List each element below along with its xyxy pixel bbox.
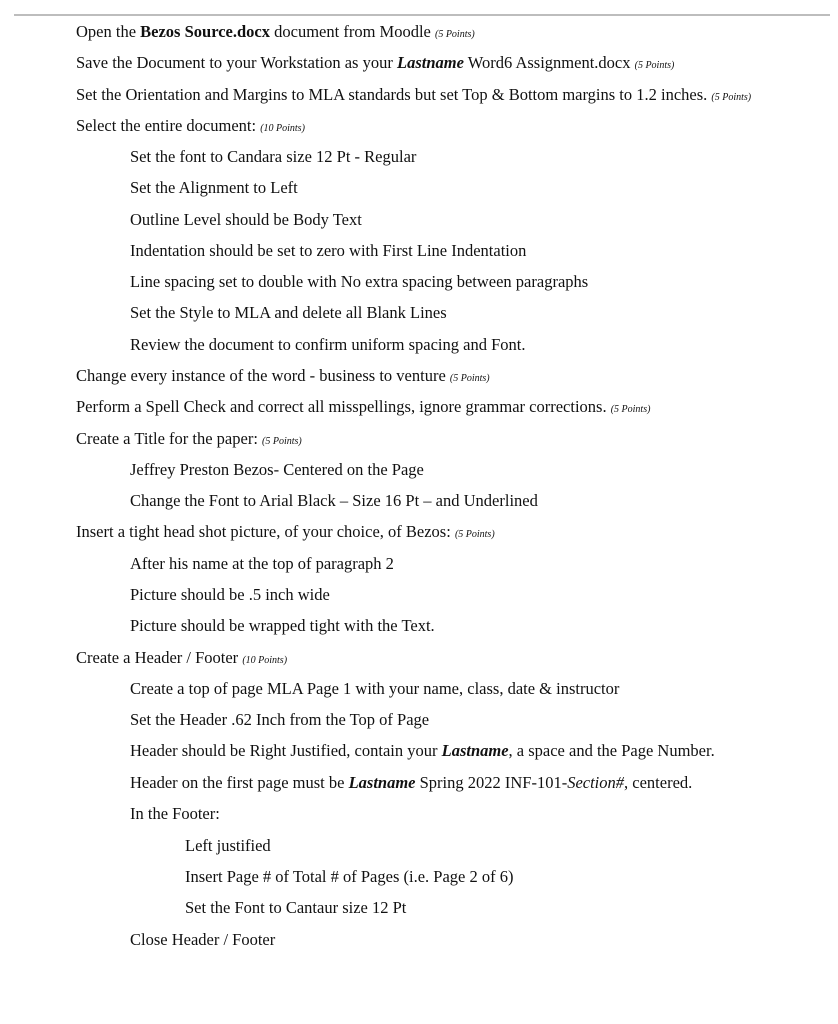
list-item-text	[130, 335, 525, 355]
text-run: After his name at the top of paragraph 2	[130, 554, 394, 573]
text-run: Section#	[567, 773, 625, 792]
list-item-text	[130, 241, 526, 261]
points-label: (5 Points)	[711, 92, 752, 103]
list-item-text	[130, 679, 619, 699]
text-run: Indentation should be set to zero with First Line Indentation	[130, 241, 527, 260]
text-run: Set the font to Candara size 12 Pt - Regular	[130, 147, 417, 166]
text-run: Change every instance of the word - business to venture	[76, 366, 450, 385]
text-run: Header on the first page must be	[130, 773, 349, 792]
text-run: Spring 2022 INF-101-	[415, 773, 568, 792]
text-run: Lastname	[348, 773, 416, 792]
text-run: Create a top of page MLA Page 1 with your name, class, date & instructor	[130, 679, 620, 698]
list-item-text	[130, 491, 538, 511]
points-label: (5 Points)	[434, 29, 475, 40]
text-run: Set the Orientation and Margins to MLA standards but set Top & Bottom margins to 1.2 inches.	[76, 85, 712, 104]
list-item-text	[130, 804, 220, 824]
text-run: Change the Font to Arial Black – Size 16 Pt – and Underlined	[130, 491, 538, 510]
text-run: Set the Style to MLA and delete all Blank Lines	[130, 303, 447, 322]
list-item-text	[76, 22, 475, 45]
points-label: (5 Points)	[262, 436, 302, 447]
text-run: Create a Title for the paper:	[76, 429, 263, 448]
points-label: (5 Points)	[610, 404, 651, 415]
text-run: Lastname	[441, 741, 509, 760]
points-label: (5 Points)	[449, 373, 490, 384]
list-item-text	[130, 741, 715, 761]
list-item-text	[76, 366, 490, 389]
list-item-text	[76, 85, 751, 108]
list-item-text	[76, 116, 305, 139]
list-item-text	[130, 554, 394, 574]
text-run: Jeffrey Preston Bezos- Centered on the Page	[130, 460, 424, 479]
text-run: Picture should be .5 inch wide	[130, 585, 330, 604]
text-run: , centered.	[624, 773, 693, 792]
text-run: Perform a Spell Check and correct all misspellings, ignore grammar corrections.	[76, 397, 611, 416]
list-item-text	[130, 210, 362, 230]
text-run: Create a Header / Footer	[76, 648, 243, 667]
points-label: (10 Points)	[260, 123, 305, 134]
list-item-text	[130, 460, 424, 480]
list-item-text	[130, 178, 298, 198]
text-run: Header should be Right Justified, contain your	[130, 741, 442, 760]
text-run: In the Footer:	[130, 804, 220, 823]
list-item-text	[130, 303, 447, 323]
list-item-text	[130, 585, 330, 605]
list-item-text	[130, 710, 429, 730]
points-label: (5 Points)	[634, 60, 675, 71]
text-run: document from Moodle	[270, 22, 435, 41]
text-run: Save the Document to your Workstation as your	[76, 53, 397, 72]
text-run: Set the Alignment to Left	[130, 178, 298, 197]
list-item-text	[130, 272, 588, 292]
text-run: Close Header / Footer	[130, 930, 276, 949]
list-item-text	[130, 930, 275, 950]
text-run: Lastname	[396, 53, 464, 72]
text-run: Left justified	[185, 836, 271, 855]
text-run: Picture should be wrapped tight with the Text.	[130, 616, 435, 635]
list-item-text	[76, 53, 674, 76]
list-item-text	[185, 898, 406, 918]
text-run: Insert Page # of Total # of Pages (i.e. Page 2 of 6)	[185, 867, 514, 886]
list-item-text	[76, 429, 302, 452]
points-label: (10 Points)	[242, 655, 288, 666]
list-item-text	[76, 522, 495, 545]
text-run: Word6 Assignment.docx	[463, 53, 635, 72]
list-item-text	[130, 773, 692, 793]
text-run: Select the entire document:	[76, 116, 261, 135]
list-item-text	[130, 616, 435, 636]
text-run: Line spacing set to double with No extra spacing between paragraphs	[130, 272, 589, 291]
list-item-text	[185, 836, 271, 856]
list-item-text	[130, 147, 416, 167]
list-item-text	[76, 397, 650, 420]
text-run: , a space and the Page Number.	[508, 741, 715, 760]
text-run: Bezos Source.docx	[140, 22, 271, 41]
text-run: Review the document to confirm uniform spacing and Font.	[130, 335, 526, 354]
text-run: Open the	[76, 22, 141, 41]
list-item-text	[185, 867, 513, 887]
list-item-text	[76, 648, 287, 671]
text-run: Set the Font to Cantaur size 12 Pt	[185, 898, 407, 917]
text-run: Set the Header .62 Inch from the Top of Page	[130, 710, 430, 729]
text-run: Insert a tight head shot picture, of your choice, of Bezos:	[76, 522, 455, 541]
points-label: (5 Points)	[454, 529, 495, 540]
text-run: Outline Level should be Body Text	[130, 210, 362, 229]
top-divider	[14, 14, 830, 16]
